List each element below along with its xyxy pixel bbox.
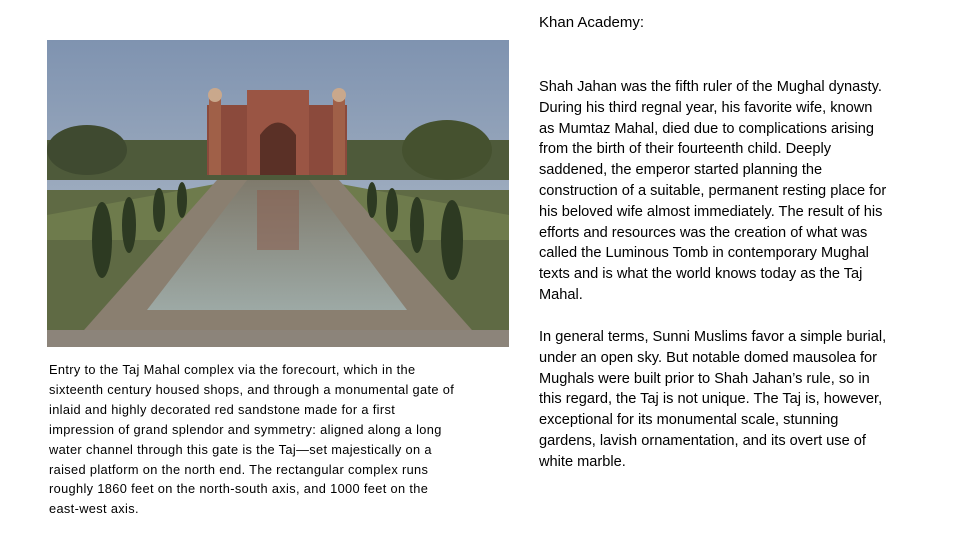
caption-line: roughly 1860 feet on the north-south axis, and 1000 feet on the	[49, 481, 429, 497]
caption-line: raised platform on the north end. The rectangular complex runs	[49, 461, 429, 477]
caption-line: impression of grand splendor and symmetry: aligned along a long	[49, 421, 442, 437]
paragraph-line: white marble.	[539, 453, 626, 470]
paragraph-line: In general terms, Sunni Muslims favor a simple burial,	[539, 329, 887, 345]
paragraph-line: Shah Jahan was the fifth ruler of the Mughal dynasty.	[539, 79, 882, 95]
photo-caption	[49, 360, 454, 519]
paragraph-line: construction of a suitable, permanent resting place for	[539, 182, 887, 199]
paragraph-burial	[539, 327, 886, 473]
caption-line: east-west axis.	[49, 501, 139, 517]
paragraph-line: During his third regnal year, his favorite wife, known	[539, 99, 873, 116]
caption-line: inlaid and highly decorated red sandstone made for a first	[49, 401, 396, 417]
slide-title: Khan Academy:	[539, 14, 645, 31]
paragraph-line: under an open sky. But notable domed mausolea for	[539, 349, 878, 366]
paragraph-line: saddened, the emperor started planning the	[539, 162, 823, 179]
paragraph-shah-jahan	[539, 77, 886, 306]
paragraph-line: gardens, lavish ornamentation, and its overt use of	[539, 432, 866, 449]
paragraph-line: Mughals were built prior to Shah Jahan’s rule, so in	[539, 370, 870, 387]
paragraph-line: efforts and resources was the creation of what was	[539, 224, 868, 241]
paragraph-line: exceptional for its monumental scale, stunning	[539, 412, 839, 429]
paragraph-line: from the birth of their fourteenth child. Deeply	[539, 141, 832, 158]
paragraph-line: texts and is what the world knows today as the Taj	[539, 266, 863, 283]
paragraph-line: this regard, the Taj is not unique. The Taj is, however,	[539, 391, 883, 408]
caption-line: Entry to the Taj Mahal complex via the forecourt, which in the	[49, 362, 416, 377]
caption-line: water channel through this gate is the Taj—set majestically on a	[49, 441, 432, 457]
caption-line: sixteenth century housed shops, and through a monumental gate of	[49, 381, 455, 397]
paragraph-line: as Mumtaz Mahal, died due to complications arising	[539, 120, 875, 137]
taj-mahal-gate-photo	[47, 40, 509, 347]
paragraph-line: called the Luminous Tomb in contemporary Mughal	[539, 245, 869, 262]
paragraph-line: Mahal.	[539, 286, 583, 303]
paragraph-line: his beloved wife almost immediately. The result of his	[539, 203, 883, 220]
